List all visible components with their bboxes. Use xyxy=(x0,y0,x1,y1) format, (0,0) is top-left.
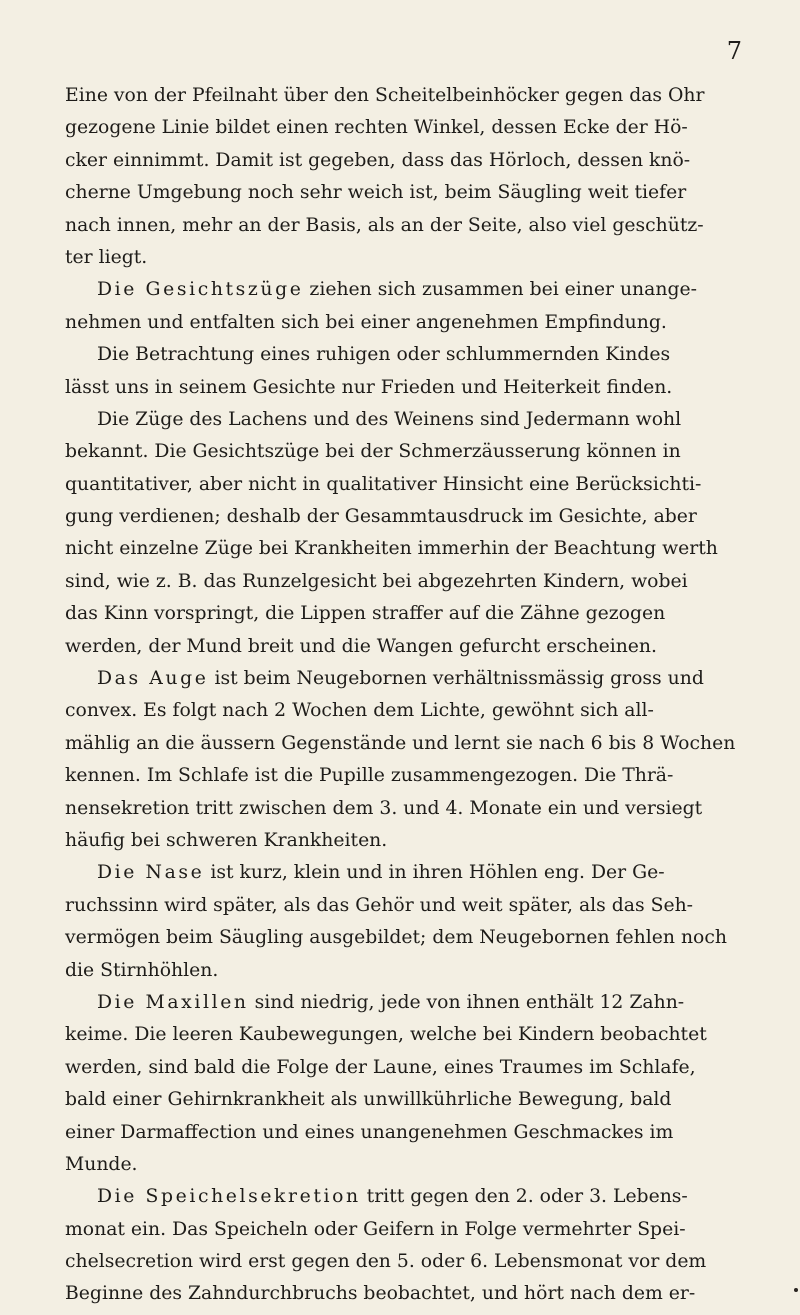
line-text: gung verdienen; deshalb der Gesammtausdruck im Gesichte, aber xyxy=(65,506,697,528)
line-text: monat ein. Das Speicheln oder Geifern in Folge vermehrter Spei- xyxy=(65,1218,686,1240)
line-text: bald einer Gehirnkrankheit als unwillkührliche Bewegung, bald xyxy=(65,1089,672,1111)
line-text: Beginne des Zahndurchbruchs beobachtet, und hört nach dem er- xyxy=(65,1283,696,1305)
line-text: Die Betrachtung eines ruhigen oder schlummernden Kindes xyxy=(97,344,671,366)
line-text: cherne Umgebung noch sehr weich ist, beim Säugling weit tiefer xyxy=(65,182,687,204)
line-text: ter liegt. xyxy=(65,246,148,268)
line-text: quantitativer, aber nicht in qualitativer Hinsicht eine Berücksichti- xyxy=(65,473,702,495)
line-text: werden, sind bald die Folge der Laune, eines Traumes im Schlafe, xyxy=(65,1056,696,1078)
line-text: ziehen sich zusammen bei einer unange- xyxy=(303,279,697,301)
line-text: gezogene Linie bildet einen rechten Winkel, dessen Ecke der Hö- xyxy=(65,117,688,139)
line-text: sind, wie z. B. das Runzelgesicht bei abgezehrten Kindern, wobei xyxy=(65,570,688,592)
section-lead: Die Nase xyxy=(97,862,205,884)
line-text: vermögen beim Säugling ausgebildet; dem Neugebornen fehlen noch xyxy=(65,927,727,949)
line-text: cker einnimmt. Damit ist gegeben, dass das Hörloch, dessen knö- xyxy=(65,149,691,171)
section-lead: Die Speichelsekretion xyxy=(97,1186,361,1208)
section-lead: Die Gesichtszüge xyxy=(97,279,304,301)
ink-speck xyxy=(794,1288,798,1292)
line-text: häufig bei schweren Krankheiten. xyxy=(65,829,388,851)
line-text: nehmen und entfalten sich bei einer angenehmen Empfindung. xyxy=(65,311,667,333)
line-text: das Kinn vorspringt, die Lippen straffer auf die Zähne gezogen xyxy=(65,603,666,625)
line-text: tritt gegen den 2. oder 3. Lebens- xyxy=(360,1186,688,1208)
line-text: nicht einzelne Züge bei Krankheiten immerhin der Beachtung werth xyxy=(65,538,718,560)
line-text: Die Züge des Lachens und des Weinens sind Jedermann wohl xyxy=(97,408,682,430)
line-text: Munde. xyxy=(65,1153,138,1175)
line-text: convex. Es folgt nach 2 Wochen dem Lichte, gewöhnt sich all- xyxy=(65,700,654,722)
section-lead: Das Auge xyxy=(97,668,209,690)
line-text: lässt uns in seinem Gesichte nur Frieden und Heiterkeit finden. xyxy=(65,376,673,398)
line-text: einer Darmaffection und eines unangenehmen Geschmackes im xyxy=(65,1121,674,1143)
line-text: bekannt. Die Gesichtszüge bei der Schmerzäusserung können in xyxy=(65,441,681,463)
line-text: kennen. Im Schlafe ist die Pupille zusammengezogen. Die Thrä- xyxy=(65,765,674,787)
line-text: nensekretion tritt zwischen dem 3. und 4. Monate ein und versiegt xyxy=(65,797,703,819)
line-text: ist kurz, klein und in ihren Höhlen eng. Der Ge- xyxy=(204,862,665,884)
line-text: chelsecretion wird erst gegen den 5. oder 6. Lebensmonat vor dem xyxy=(65,1251,707,1273)
line-text: keime. Die leeren Kaubewegungen, welche bei Kindern beobachtet xyxy=(65,1024,707,1046)
line-text: mählig an die äussern Gegenstände und lernt sie nach 6 bis 8 Wochen xyxy=(65,732,736,754)
line-text: nach innen, mehr an der Basis, als an der Seite, also viel geschütz- xyxy=(65,214,704,236)
section-lead: Die Maxillen xyxy=(97,991,249,1013)
line-text: Eine von der Pfeilnaht über den Scheitelbeinhöcker gegen das Ohr xyxy=(65,85,705,106)
line-text: ist beim Neugebornen verhältnissmässig gross und xyxy=(208,668,704,690)
line-text: sind niedrig, jede von ihnen enthält 12 Zahn- xyxy=(248,991,685,1013)
page-number: 7 xyxy=(726,37,742,65)
line-text: ruchssinn wird später, als das Gehör und weit später, als das Seh- xyxy=(65,894,694,916)
line-text: werden, der Mund breit und die Wangen gefurcht erscheinen. xyxy=(65,635,657,657)
line-text: die Stirnhöhlen. xyxy=(65,959,219,981)
